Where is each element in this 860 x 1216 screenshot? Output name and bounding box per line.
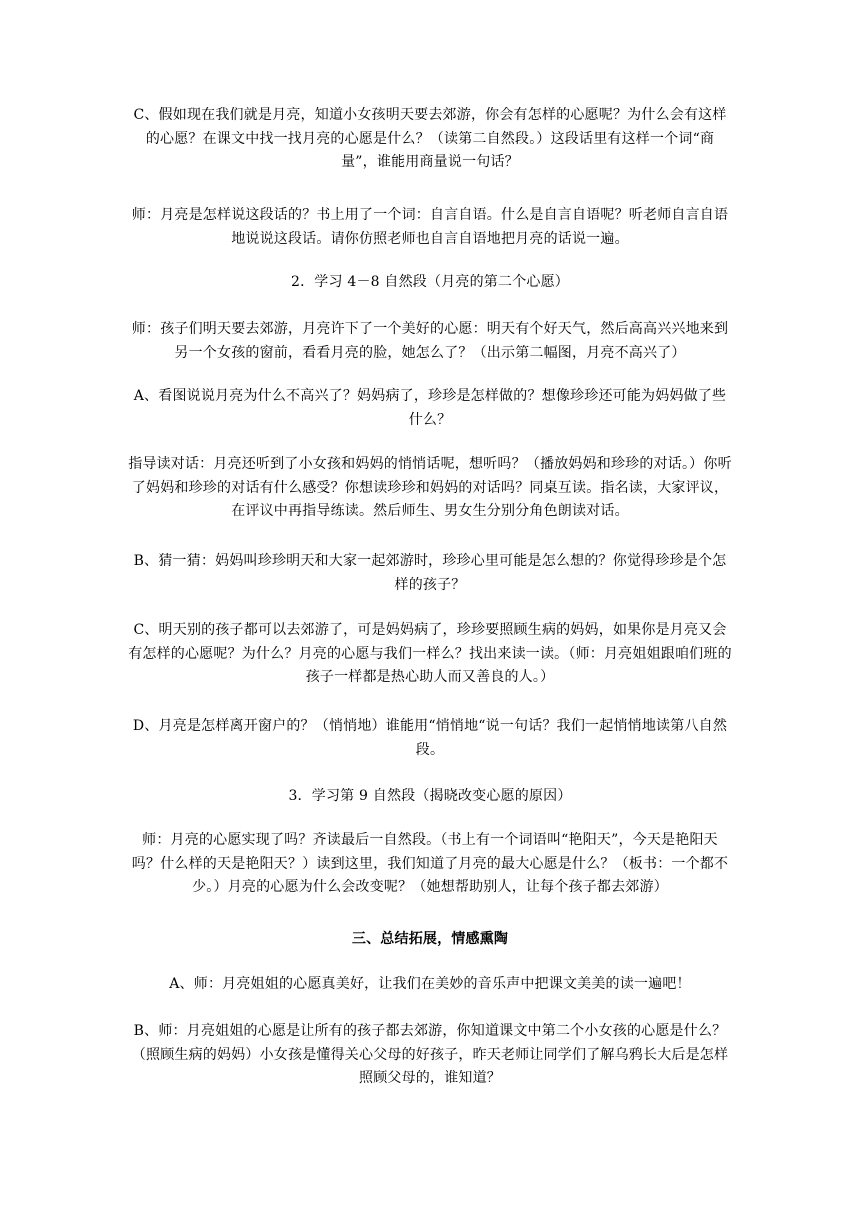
paragraph-d-leave-window: D、月亮是怎样离开窗户的？（悄悄地）谁能用“悄悄地“说一句话？我们一起悄悄地读第八自然段。: [132, 718, 728, 758]
paragraph-a-picture-talk: A、看图说说月亮为什么不高兴了？妈妈病了，珍珍是怎样做的？想像珍珍还可能为妈妈做了些什么？: [133, 388, 727, 428]
paragraph-dialogue-guidance: 指导读对话：月亮还听到了小女孩和妈妈的悄悄话呢，想听吗？（播放妈妈和珍珍的对话。）你听了妈妈和珍珍的对话有什么感受？你想读珍珍和妈妈的对话吗？同桌互读。指名读，大家评议，在评议中再指导练读。然后师生、男女生分别分角色朗读对话。: [128, 456, 732, 519]
paragraph-c-tomorrow: C、明天别的孩子都可以去郊游了，可是妈妈病了，珍珍要照顾生病的妈妈，如果你是月亮又会有怎样的心愿呢？为什么？月亮的心愿与我们一样么？找出来读一读。（师：月亮姐姐跟咱们班的孩子一样都是热心助人而又善良的人。）: [128, 622, 732, 685]
paragraph-teacher-self-talk: 师：月亮是怎样说这段话的？书上用了一个词：自言自语。什么是自言自语呢？听老师自言自语地说说这段话。请你仿照老师也自言自语地把月亮的话说一遍。: [131, 207, 729, 247]
paragraph-teacher-wish-fulfilled: 师：月亮的心愿实现了吗？齐读最后一自然段。（书上有一个词语叫“艳阳天”，今天是艳阳天吗？什么样的天是艳阳天？）读到这里，我们知道了月亮的最大心愿是什么？（板书：一个都不少。）月亮的心愿为什么会改变呢？（她想帮助别人，让每个孩子都去郊游）: [131, 832, 729, 895]
paragraph-c-moon-wish: C、假如现在我们就是月亮，知道小女孩明天要去郊游，你会有怎样的心愿呢？为什么会有这样的心愿？在课文中找一找月亮的心愿是什么？（读第二自然段。）这段话里有这样一个词“商量”，谁能用商量说一句话？: [133, 107, 727, 170]
section-heading-4-8: 2．学习 4－8 自然段（月亮的第二个心愿）: [290, 274, 570, 290]
section-heading-9: 3．学习第 9 自然段（揭晓改变心愿的原因）: [288, 788, 572, 804]
paragraph-b-guess: B、猜一猜：妈妈叫珍珍明天和大家一起郊游时，珍珍心里可能是怎么想的？你觉得珍珍是个怎样的孩子？: [133, 553, 727, 593]
paragraph-b-second-girl: B、师：月亮姐姐的心愿是让所有的孩子都去郊游，你知道课文中第二个小女孩的心愿是什么？（照顾生病的妈妈）小女孩是懂得关心父母的好孩子，昨天老师让同学们了解乌鸦长大后是怎样照顾父母的，谁知道？: [131, 1023, 729, 1086]
paragraph-teacher-outing: 师：孩子们明天要去郊游，月亮许下了一个美好的心愿：明天有个好天气，然后高高兴兴地来到另一个女孩的窗前，看看月亮的脸，她怎么了？（出示第二幅图，月亮不高兴了）: [131, 321, 729, 361]
paragraph-a-read-aloud: A、师：月亮姐姐的心愿真美好，让我们在美妙的音乐声中把课文美美的读一遍吧！: [169, 976, 691, 992]
section-heading-summary: 三、总结拓展，情感熏陶: [351, 931, 509, 947]
